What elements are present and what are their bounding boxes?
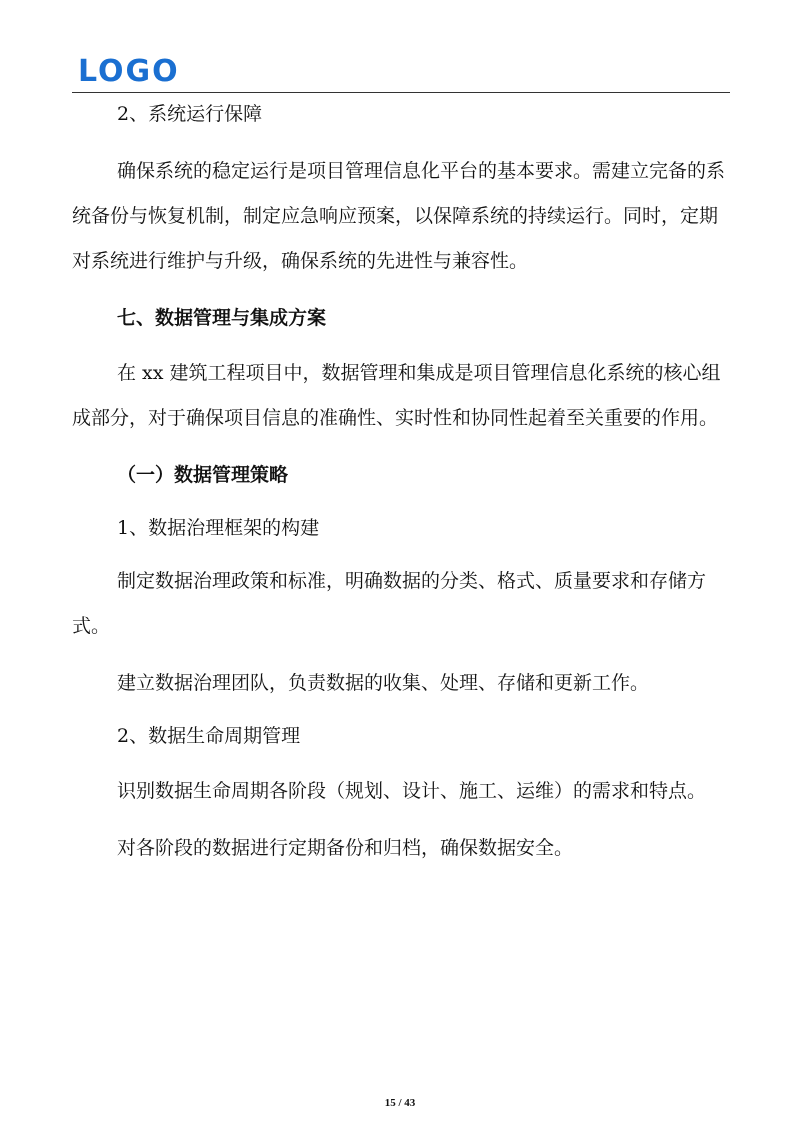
subsection-heading-data-strategy: （一）数据管理策略 — [117, 464, 289, 486]
paragraph-lifecycle-backup: 对各阶段的数据进行定期备份和归档，确保数据安全。 — [117, 837, 574, 859]
page-number: 15 / 43 — [384, 1097, 416, 1109]
document-body — [72, 92, 730, 871]
section-heading-data-management: 七、数据管理与集成方案 — [117, 307, 327, 329]
paragraph-lifecycle-needs: 识别数据生命周期各阶段（规划、设计、施工、运维）的需求和特点。 — [117, 780, 707, 802]
paragraph-governance-team: 建立数据治理团队，负责数据的收集、处理、存储和更新工作。 — [117, 672, 650, 694]
logo: LOGO — [78, 54, 180, 89]
paragraph-governance-policy: 制定数据治理政策和标准，明确数据的分类、格式、质量要求和存储方式。 — [72, 570, 707, 637]
subsection-title-system-operation: 2、系统运行保障 — [117, 103, 263, 125]
item-title-governance-framework: 1、数据治理框架的构建 — [117, 517, 320, 539]
page-header — [72, 56, 730, 93]
item-title-lifecycle: 2、数据生命周期管理 — [117, 725, 301, 747]
paragraph-data-intro: 在 xx 建筑工程项目中，数据管理和集成是项目管理信息化系统的核心组成部分，对于确保项目信息的准确性、实时性和协同性起着至关重要的作用。 — [72, 362, 721, 429]
paragraph-system-operation: 确保系统的稳定运行是项目管理信息化平台的基本要求。需建立完备的系统备份与恢复机制，制定应急响应预案，以保障系统的持续运行。同时，定期对系统进行维护与升级，确保系统的先进性与兼容性。 — [72, 160, 726, 272]
